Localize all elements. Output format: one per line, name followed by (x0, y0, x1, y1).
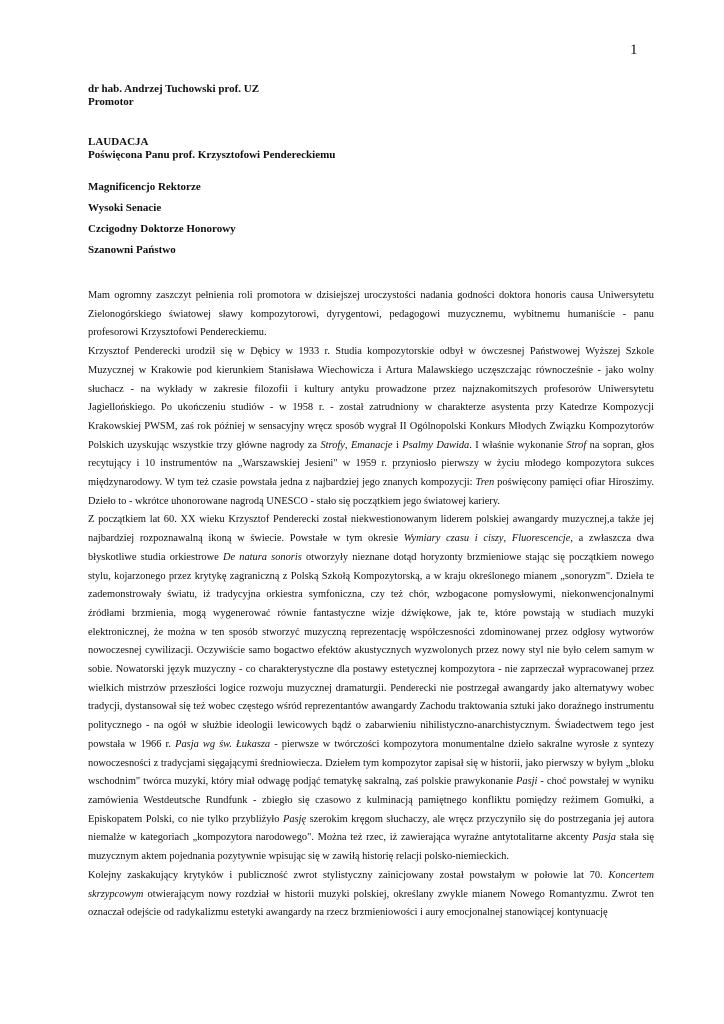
text-run: , a zwłaszcza dwa błyskotliwe studia orkiestrowe (88, 533, 654, 563)
page-number: 1 (630, 42, 638, 58)
work-title: Strof (566, 439, 587, 451)
text-run: poświęcony pamięci ofiar Hiroszimy. Dzieło to - wkrótce uhonorowane nagrodą UNESCO - stało się początkiem jego światowej kariery. (88, 477, 654, 507)
author-line: dr hab. Andrzej Tuchowski prof. UZ (88, 83, 260, 95)
paragraph-neo-romanticism (88, 867, 654, 923)
work-title: Koncertem skrzypcowym (88, 869, 654, 900)
text-run: , (503, 533, 512, 545)
text-run: szerokim kręgom słuchaczy, ale wręcz przyczyniło się do postrzegania jej autora niemalże w kategoriach „kompozytora narodowego". Można też rzec, iż zawierająca wyraźne antytotalitarne akcenty (88, 813, 655, 844)
text-run: otworzyły nieznane dotąd horyzonty brzmieniowe stając się początkiem nowego stylu, kojarzonego przez krytykę zagraniczną z Polską Szkołą Kompozytorską, a w kraju określonego mianem „sonoryzm". Dzieła te zademonstrowały światu, iż tradycyjna orkiestra symfoniczna, czy też chór, wzbogacone pomysłowymi, niekonwencjonalnymi źródłami brzmienia, mogą wygenerować równie fantastyczne wizje dźwiękowe, jak te, które powstają w studiach muzyki elektronicznej, że można w ten sposób stworzyć muzyczną reprezentację współczesności zdominowanej przez odgłosy wytworów nowoczesnej cywilizacji. Oczywiście samo bogactwo efektów akustycznych wyzwolonych przez nowy styl nie było celem samym w sobie. Nowatorski język muzyczny - co charakterystyczne dla postawy estetycznej kompozytora - nie zaprzeczał wypracowanej przez wielkich mistrzów przeszłości logice rozwoju muzycznej dramaturgii. Penderecki nie postrzegał awangardy jako alternatywy wobec tradycji, dystansował się też wobec częstego wśród reprezentantów awangardy Zachodu traktowania sztuki jako doraźnego instrumentu politycznego - na ogół w służbie ideologii lewicowych bądź o zabarwieniu nihilistyczno-anarchistycznym. Świadectwem tego jest powstała w 1966 r. (88, 551, 654, 750)
salutation-audience: Szanowni Państwo (88, 244, 176, 256)
work-title: Pasja wg św. Łukasza (175, 738, 271, 750)
work-title: De natura sonoris (222, 551, 302, 563)
author-role: Promotor (88, 96, 134, 108)
work-title: Pasji (516, 776, 538, 788)
body-text (88, 287, 654, 923)
salutation-rector: Magnificencjo Rektorze (88, 181, 201, 193)
text-run: i (392, 439, 403, 451)
work-title: Tren (475, 477, 495, 489)
work-title: Emanacje (350, 439, 393, 451)
paragraph-intro: Mam ogromny zaszczyt pełnienia roli promotora w dzisiejszej uroczystości nadania godności doktora honoris causa Uniwersytetu Zielonogórskiego światowej sławy kompozytorowi, dyrygentowi, pedagogowi muzycznemu, wybitnemu humaniście - panu profesorowi Krzysztofowi Pendereckiemu. (88, 290, 654, 339)
text-run: otwierającym nowy rozdział w historii muzyki polskiej, określany zwykle mianem Nowego Romantyzmu. Zwrot ten oznaczał odejście od radykalizmu estetyki awangardy na rzecz brzmieniowości i aury emocjonalnej stanowiącej kontynuację (88, 888, 654, 919)
text-run: stała się muzycznym aktem pojednania pozytywnie wpisując się w zawiłą historię relacji polsko-niemieckich. (88, 832, 655, 863)
work-title: Strofy (320, 439, 345, 451)
text-run: Krzysztof Penderecki urodził się w Dębicy w 1933 r. Studia kompozytorskie odbył w ówczesnej Państwowej Wyższej Szkole Muzycznej w Krakowie pod kierunkiem Stanisława Wiechowicza i Artura Malawskiego uczęszczając równocześnie - jako wolny słuchacz - na wykłady w zakresie filozofii i kultury antyku prowadzone przez najznakomitszych profesorów Uniwersytetu Jagiellońskiego. Po ukończeniu studiów - w 1958 r. - został zatrudniony w charakterze asystenta przy Katedrze Kompozycji Krakowskiej PWSM, zaś rok później w sensacyjny wręcz sposób wygrał II Ogólnopolski Konkurs Młodych Związku Kompozytorów Polskich uzyskując wszystkie trzy główne nagrody za (88, 346, 654, 451)
text-run: - choć powstałej w wyniku zamówienia Westdeutsche Rundfunk - zbiegło się czasowo z kulminacją pamiętnego konfliktu pomiędzy reżimem Gomułki, a Episkopatem Polski, co nie tylko przybliżyło (88, 776, 654, 825)
text-run: - pierwsze w twórczości kompozytora monumentalne dzieło sakralne wyrosłe z syntezy nowoczesności z tradycjami sięgającymi średniowiecza. Dziełem tym kompozytor zapisał się w historii, jako pierwszy w byłym „bloku wschodnim" twórca muzyki, który miał odwagę podjąć tematykę sakralną, zaś polskie prawykonanie (88, 738, 654, 788)
title-block (88, 136, 654, 162)
text-run: Z początkiem lat 60. XX wieku Krzysztof Penderecki został niekwestionowanym liderem polskiej awangardy muzycznej,a także jej najbardziej rozpoznawalną ikoną w świecie. Powstałe w tym okresie (88, 514, 654, 545)
work-title: Wymiary czasu i ciszy (403, 533, 504, 545)
salutation-doctor: Czcigodny Doktorze Honorowy (88, 223, 236, 235)
paragraph-avant-garde (88, 511, 654, 866)
work-title: Fluorescencje (511, 533, 571, 545)
author-block (88, 83, 654, 109)
salutation-senate: Wysoki Senacie (88, 202, 162, 214)
text-run: . I właśnie wykonanie (469, 439, 567, 451)
text-run: , (344, 439, 351, 451)
doc-subtitle: Poświęcona Panu prof. Krzysztofowi Pendereckiemu (88, 149, 336, 161)
paragraph-biography (88, 343, 654, 511)
work-title: Pasja (592, 832, 616, 844)
work-title: Pasję (283, 813, 307, 825)
text-run: na sopran, głos recytujący i 10 instrumentów na „Warszawskiej Jesieni" w 1959 r. przyniosło pierwszy w życiu młodego kompozytora sukces międzynarodowy. W tym też czasie powstała jedna z najbardziej jego znanych kompozycji: (88, 439, 654, 489)
doc-title: LAUDACJA (88, 136, 149, 148)
text-run: Kolejny zaskakujący krytyków i publiczność zwrot stylistyczny zainicjowany został powstałym w połowie lat 70. (88, 869, 609, 881)
work-title: Psalmy Dawida (402, 439, 470, 451)
